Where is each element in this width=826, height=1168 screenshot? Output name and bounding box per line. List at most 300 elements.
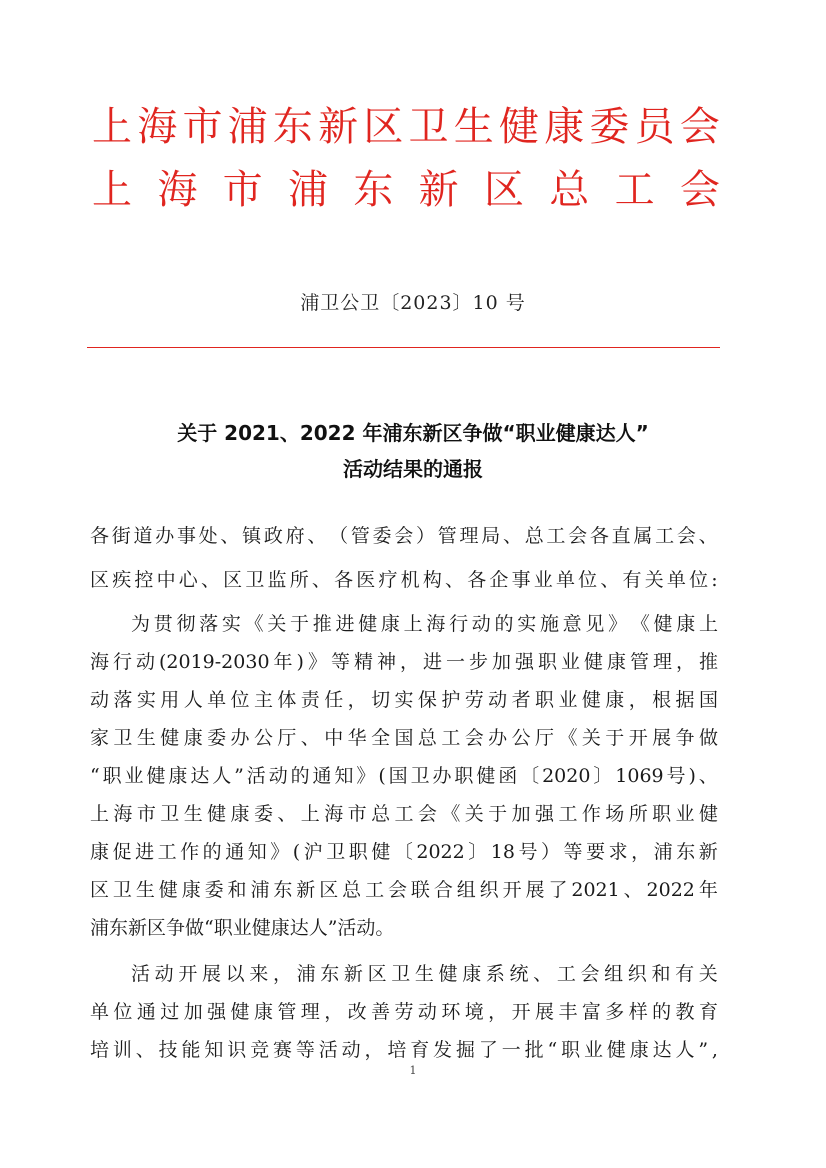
text-glyph: 了 — [478, 1039, 498, 1061]
text-glyph: 机 — [400, 569, 420, 591]
text-glyph: 、 — [135, 1039, 155, 1061]
text-glyph: 争 — [675, 727, 695, 749]
text-glyph: 东 — [676, 841, 696, 863]
text-glyph: 样 — [628, 1001, 648, 1023]
text-glyph: 办 — [432, 765, 452, 787]
text-glyph: 改 — [347, 1001, 367, 1023]
text-glyph: 卫 — [410, 765, 430, 787]
document-title-line-2: 活动结果的通报 — [343, 457, 483, 481]
text-glyph: 康 — [181, 879, 201, 901]
text-glyph: 根 — [652, 689, 672, 711]
text-glyph: 工 — [614, 167, 655, 213]
paragraph-1-line-2 — [90, 644, 718, 680]
text-glyph: 生 — [453, 104, 494, 150]
text-glyph: 管 — [277, 1001, 297, 1023]
text-glyph: 康 — [168, 765, 188, 787]
text-glyph: 开 — [511, 1001, 531, 1023]
text-glyph: 活 — [131, 963, 151, 985]
text-glyph: 强 — [535, 803, 555, 825]
text-glyph: 上 — [90, 803, 110, 825]
text-glyph: 求 — [608, 841, 628, 863]
text-glyph: 卫 — [326, 841, 346, 863]
text-glyph: 疗 — [378, 569, 398, 591]
text-glyph: 区 — [90, 569, 110, 591]
text-glyph: 有 — [622, 569, 642, 591]
red-divider — [87, 347, 720, 348]
text-glyph: 位 — [230, 689, 250, 711]
text-glyph: 生 — [414, 963, 434, 985]
text-glyph: 康 — [230, 803, 250, 825]
text-glyph: 、 — [200, 569, 220, 591]
text-glyph: 落 — [113, 689, 133, 711]
text-glyph: “ — [547, 1039, 558, 1061]
text-glyph: 培 — [387, 1039, 407, 1061]
text-glyph: 府 — [285, 525, 305, 547]
paragraph-1-line-9: 浦东新区争做“职业健康达人”活动。 — [90, 917, 395, 939]
text-glyph: 康 — [606, 651, 626, 673]
text-glyph: 生 — [183, 803, 203, 825]
text-glyph: 实 — [221, 613, 241, 635]
text-glyph: 1069 — [615, 765, 664, 787]
text-glyph: 市 — [222, 167, 263, 213]
text-glyph: 工 — [558, 803, 578, 825]
text-glyph: 新 — [418, 167, 459, 213]
text-glyph: 道 — [133, 525, 153, 547]
text-glyph: 职 — [454, 765, 474, 787]
text-glyph: 职 — [537, 651, 557, 673]
text-glyph: 行 — [449, 613, 469, 635]
text-glyph: 有 — [675, 963, 695, 985]
text-glyph: 18 — [490, 841, 515, 863]
text-glyph: 管 — [437, 525, 457, 547]
text-glyph: 动 — [417, 1001, 437, 1023]
text-glyph: 了 — [548, 879, 568, 901]
issuing-org-1 — [92, 97, 720, 157]
text-glyph: 所 — [289, 569, 309, 591]
text-glyph: 通 — [225, 841, 245, 863]
text-glyph: 区 — [363, 104, 404, 150]
text-glyph: 委 — [589, 104, 630, 150]
text-glyph: 发 — [433, 1039, 453, 1061]
text-glyph: 办 — [155, 525, 175, 547]
text-glyph: 的 — [290, 765, 310, 787]
text-glyph: 推 — [698, 651, 718, 673]
text-glyph: 家 — [90, 727, 110, 749]
text-glyph: 《 — [630, 613, 650, 635]
text-glyph: 关 — [267, 613, 287, 635]
paragraph-1-line-7 — [90, 834, 718, 870]
text-glyph: 会 — [417, 803, 437, 825]
text-glyph: 健 — [653, 613, 673, 635]
text-glyph: 卫 — [113, 727, 133, 749]
text-glyph: 厅 — [535, 727, 555, 749]
text-glyph: 单 — [666, 569, 686, 591]
text-glyph: 业 — [675, 803, 695, 825]
text-glyph: 知 — [334, 765, 354, 787]
text-glyph: 行 — [113, 651, 133, 673]
text-glyph: 等 — [330, 651, 350, 673]
text-glyph: 来 — [249, 963, 269, 985]
text-glyph: 动 — [268, 765, 288, 787]
text-glyph: ， — [628, 689, 648, 711]
text-glyph: 公 — [511, 727, 531, 749]
text-glyph: 通 — [312, 765, 332, 787]
text-glyph: 落 — [199, 613, 219, 635]
text-glyph: 委 — [253, 803, 273, 825]
text-glyph: ， — [347, 689, 367, 711]
text-glyph: 会 — [394, 525, 414, 547]
paragraph-1-line-6 — [90, 796, 718, 832]
text-glyph: 、 — [600, 569, 620, 591]
text-glyph: 工 — [157, 841, 177, 863]
text-glyph: 所 — [628, 803, 648, 825]
text-glyph: 作 — [180, 841, 200, 863]
text-glyph: 办 — [230, 727, 250, 749]
text-glyph: 活 — [318, 1039, 338, 1061]
text-glyph: 市 — [136, 803, 156, 825]
text-glyph: 达 — [190, 765, 210, 787]
text-glyph: 丰 — [558, 1001, 578, 1023]
text-glyph: 健 — [583, 651, 603, 673]
text-glyph: 新 — [296, 879, 316, 901]
text-glyph: 知 — [247, 841, 267, 863]
text-glyph: 作 — [581, 803, 601, 825]
text-glyph: 关 — [644, 569, 664, 591]
text-glyph: 上 — [698, 613, 718, 635]
text-glyph: 工 — [546, 525, 566, 547]
text-glyph: 康 — [544, 104, 585, 150]
text-glyph: 职 — [561, 1039, 581, 1061]
text-glyph: 委 — [204, 879, 224, 901]
text-glyph: 国 — [388, 765, 408, 787]
text-glyph: 场 — [605, 803, 625, 825]
text-glyph: 东 — [273, 879, 293, 901]
text-glyph: 工 — [655, 525, 675, 547]
text-glyph: ， — [399, 651, 419, 673]
text-glyph: 〔 — [520, 765, 540, 787]
text-glyph: 、 — [502, 525, 522, 547]
text-glyph: 人 — [183, 689, 203, 711]
text-glyph: 人 — [212, 765, 232, 787]
text-glyph: 康 — [676, 613, 696, 635]
text-glyph: 事 — [511, 569, 531, 591]
text-glyph: 教 — [675, 1001, 695, 1023]
text-glyph: 善 — [371, 1001, 391, 1023]
text-glyph: 卫 — [245, 569, 265, 591]
text-glyph: 和 — [227, 879, 247, 901]
text-glyph: 动 — [488, 689, 508, 711]
text-glyph: 厅 — [277, 727, 297, 749]
text-glyph: 展 — [201, 963, 221, 985]
text-glyph: 织 — [479, 879, 499, 901]
text-glyph: 总 — [524, 525, 544, 547]
text-glyph: 者 — [511, 689, 531, 711]
text-glyph: 浦 — [250, 879, 270, 901]
text-glyph: 卫 — [391, 963, 411, 985]
text-glyph: （ — [329, 525, 349, 547]
text-glyph: 等 — [295, 1039, 315, 1061]
text-glyph: 育 — [698, 1001, 718, 1023]
text-glyph: 达 — [652, 1039, 672, 1061]
text-glyph: 全 — [371, 727, 391, 749]
text-glyph: 新 — [318, 104, 359, 150]
text-glyph: 健 — [146, 765, 166, 787]
paragraph-1-line-3 — [90, 682, 718, 718]
text-glyph: 局 — [481, 525, 501, 547]
text-glyph: 会 — [679, 167, 720, 213]
text-glyph: 开 — [628, 727, 648, 749]
text-glyph: 年 — [698, 879, 718, 901]
text-glyph: 康 — [253, 1001, 273, 1023]
text-glyph: 街 — [111, 525, 131, 547]
text-glyph: 以 — [225, 963, 245, 985]
text-glyph: 办 — [488, 727, 508, 749]
text-glyph: 理 — [459, 525, 479, 547]
text-glyph: 政 — [263, 525, 283, 547]
text-glyph: 海 — [324, 803, 344, 825]
text-glyph: 健 — [698, 803, 718, 825]
text-glyph: 生 — [135, 879, 155, 901]
text-glyph: 《 — [558, 727, 578, 749]
text-glyph: 会 — [387, 879, 407, 901]
text-glyph: 理 — [300, 1001, 320, 1023]
text-glyph: 健 — [581, 689, 601, 711]
text-glyph: 进 — [135, 841, 155, 863]
text-glyph: 中 — [156, 569, 176, 591]
text-glyph: 精 — [353, 651, 373, 673]
text-glyph: 要 — [586, 841, 606, 863]
text-glyph: 2020 — [542, 765, 591, 787]
text-glyph: 等 — [563, 841, 583, 863]
text-glyph: 关 — [698, 963, 718, 985]
text-glyph: 函 — [498, 765, 518, 787]
text-glyph: 浦 — [287, 167, 328, 213]
text-glyph: 市 — [347, 803, 367, 825]
text-glyph: 号 — [666, 765, 686, 787]
text-glyph: 海 — [90, 651, 110, 673]
text-glyph: 公 — [253, 727, 273, 749]
text-glyph: 单 — [90, 1001, 110, 1023]
text-glyph: 系 — [485, 963, 505, 985]
text-glyph: 展 — [535, 1001, 555, 1023]
text-glyph: 新 — [343, 963, 363, 985]
text-glyph: 2021 — [571, 879, 620, 901]
text-glyph: 、 — [698, 765, 718, 787]
text-glyph: 沪 — [303, 841, 323, 863]
text-glyph: 和 — [651, 963, 671, 985]
text-glyph: 据 — [675, 689, 695, 711]
text-glyph: “ — [90, 765, 100, 787]
text-glyph: 东 — [272, 104, 313, 150]
text-glyph: 活 — [246, 765, 266, 787]
text-glyph: 意 — [562, 613, 582, 635]
text-glyph: 一 — [501, 1039, 521, 1061]
text-glyph: 、 — [311, 569, 331, 591]
text-glyph: 实 — [517, 613, 537, 635]
text-glyph: 技 — [158, 1039, 178, 1061]
text-glyph: 健 — [207, 803, 227, 825]
text-glyph: 健 — [438, 963, 458, 985]
text-glyph: 健 — [160, 727, 180, 749]
text-glyph: 会 — [676, 525, 696, 547]
text-glyph: (2019-2030 — [159, 651, 270, 673]
text-glyph: 业 — [533, 569, 553, 591]
text-glyph: 工 — [556, 963, 576, 985]
text-glyph: 镇 — [242, 525, 262, 547]
text-glyph: 业 — [583, 1039, 603, 1061]
text-glyph: 动 — [341, 1039, 361, 1061]
text-glyph: 劳 — [394, 1001, 414, 1023]
text-glyph: 属 — [633, 525, 653, 547]
text-glyph: 关 — [464, 803, 484, 825]
text-glyph: 展 — [525, 879, 545, 901]
paragraph-2-line-3 — [90, 1032, 718, 1068]
text-glyph: 促 — [112, 841, 132, 863]
text-glyph: 职 — [535, 689, 555, 711]
text-glyph: 委 — [372, 525, 392, 547]
text-glyph: 护 — [441, 689, 461, 711]
text-glyph: 动 — [471, 613, 491, 635]
text-glyph: ( — [378, 765, 386, 787]
text-glyph: 加 — [491, 651, 511, 673]
text-glyph: 组 — [604, 963, 624, 985]
text-glyph: 职 — [652, 803, 672, 825]
text-glyph: 工 — [394, 803, 414, 825]
text-glyph: 主 — [253, 689, 273, 711]
text-glyph: 知 — [204, 1039, 224, 1061]
text-glyph: 会 — [580, 963, 600, 985]
text-glyph: 过 — [160, 1001, 180, 1023]
text-glyph: 统 — [509, 963, 529, 985]
text-glyph: 见 — [585, 613, 605, 635]
text-glyph: 监 — [267, 569, 287, 591]
text-glyph: 环 — [441, 1001, 461, 1023]
text-glyph: 于 — [290, 613, 310, 635]
text-glyph: 卫 — [408, 104, 449, 150]
text-glyph: 进 — [335, 613, 355, 635]
text-glyph: , — [711, 1039, 718, 1061]
text-glyph: 体 — [277, 689, 297, 711]
text-glyph: 进 — [422, 651, 442, 673]
text-glyph: 生 — [136, 727, 156, 749]
text-glyph: 健 — [158, 879, 178, 901]
text-glyph: 2022 — [416, 841, 465, 863]
text-glyph: 各 — [589, 525, 609, 547]
text-glyph: 上 — [300, 803, 320, 825]
text-glyph: 《 — [244, 613, 264, 635]
page-number: 1 — [409, 1064, 417, 1077]
text-glyph: 一 — [445, 651, 465, 673]
text-glyph: 、 — [533, 963, 553, 985]
text-glyph: 疾 — [112, 569, 132, 591]
text-glyph: ， — [488, 1001, 508, 1023]
text-glyph: 浦 — [227, 104, 268, 150]
text-glyph: 区 — [90, 879, 110, 901]
text-glyph: 健 — [358, 613, 378, 635]
paragraph-1-line-4 — [90, 720, 718, 756]
text-glyph: 》 — [608, 613, 628, 635]
text-glyph: 训 — [112, 1039, 132, 1061]
text-glyph: 会 — [679, 104, 720, 150]
text-glyph: 业 — [560, 651, 580, 673]
text-glyph: 控 — [134, 569, 154, 591]
text-glyph: 华 — [347, 727, 367, 749]
text-glyph: 国 — [394, 727, 414, 749]
text-glyph: 贯 — [153, 613, 173, 635]
text-glyph: 保 — [417, 689, 437, 711]
text-glyph: 开 — [178, 963, 198, 985]
text-glyph: 区 — [367, 963, 387, 985]
text-glyph: 卫 — [160, 803, 180, 825]
text-glyph: 神 — [376, 651, 396, 673]
text-glyph: 赛 — [273, 1039, 293, 1061]
text-glyph: ) — [688, 765, 696, 787]
text-glyph: ， — [324, 1001, 344, 1023]
text-glyph: 劳 — [464, 689, 484, 711]
text-glyph: 强 — [207, 1001, 227, 1023]
text-glyph: 2022 — [646, 879, 695, 901]
text-glyph: 〕 — [593, 765, 613, 787]
text-glyph: 做 — [698, 727, 718, 749]
text-glyph: 加 — [511, 803, 531, 825]
text-glyph: 竞 — [250, 1039, 270, 1061]
text-glyph: 》 — [307, 651, 327, 673]
text-glyph: 、 — [698, 525, 718, 547]
addressee-line-1 — [90, 518, 718, 554]
text-glyph: 康 — [462, 963, 482, 985]
text-glyph: 任 — [324, 689, 344, 711]
text-glyph: 》 — [270, 841, 290, 863]
text-glyph: 开 — [502, 879, 522, 901]
text-glyph: 企 — [489, 569, 509, 591]
text-glyph: 健 — [606, 1039, 626, 1061]
text-glyph: 、 — [277, 803, 297, 825]
text-glyph: 施 — [539, 613, 559, 635]
text-glyph: ” — [234, 765, 244, 787]
text-glyph: 的 — [494, 613, 514, 635]
text-glyph: 、 — [220, 525, 240, 547]
text-glyph: 育 — [410, 1039, 430, 1061]
text-glyph: 切 — [371, 689, 391, 711]
text-glyph: 展 — [652, 727, 672, 749]
text-glyph: ” — [698, 1039, 709, 1061]
text-glyph: 、 — [307, 525, 327, 547]
text-glyph: 单 — [207, 689, 227, 711]
text-glyph: 康 — [380, 613, 400, 635]
text-glyph: ， — [272, 963, 292, 985]
text-glyph: 健 — [498, 104, 539, 150]
text-glyph: 职 — [102, 765, 122, 787]
text-glyph: 东 — [353, 167, 394, 213]
text-glyph: 批 — [524, 1039, 544, 1061]
text-glyph: 位 — [689, 569, 709, 591]
text-glyph: 境 — [464, 1001, 484, 1023]
text-glyph: 海 — [137, 104, 178, 150]
text-glyph: 动 — [154, 963, 174, 985]
text-glyph: 关 — [581, 727, 601, 749]
text-glyph: 各 — [334, 569, 354, 591]
text-glyph: : — [711, 569, 718, 591]
text-glyph: 各 — [467, 569, 487, 591]
text-glyph: 会 — [464, 727, 484, 749]
text-glyph: 培 — [90, 1039, 110, 1061]
text-glyph: 加 — [183, 1001, 203, 1023]
text-glyph: 健 — [371, 841, 391, 863]
text-glyph: 于 — [605, 727, 625, 749]
text-glyph: 合 — [433, 879, 453, 901]
text-glyph: 构 — [422, 569, 442, 591]
text-glyph: ( — [292, 841, 301, 863]
